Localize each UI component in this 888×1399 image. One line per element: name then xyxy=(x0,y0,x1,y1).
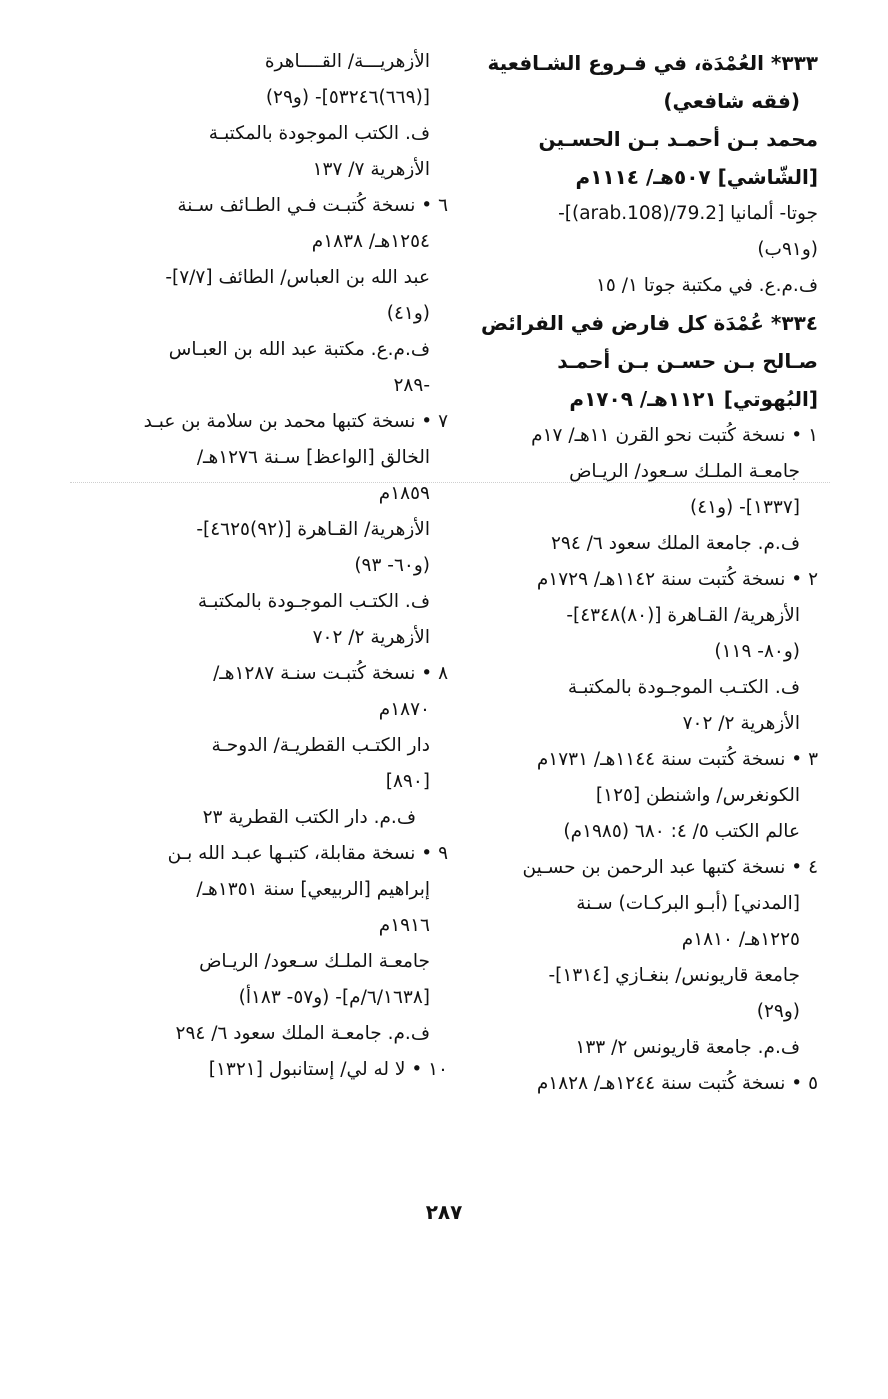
entry-line: الخالق [الواعظ] سـنة ١٢٧٦هـ/ xyxy=(196,447,430,468)
entry-line: دار الكتـب القطريـة/ الدوحـة xyxy=(211,735,430,756)
right-column xyxy=(458,44,818,1102)
entry-line: ف. الكتـب الموجـودة بالمكتبـة xyxy=(197,591,430,612)
entry-line: ٨ • نسخة كُتبـت سنـة ١٢٨٧هـ/ xyxy=(213,663,448,684)
entry-line: عبد الله بن العباس/ الطائف [٧/٧]- xyxy=(165,267,430,288)
entry-line: ١٢٢٥هـ/ ١٨١٠م xyxy=(681,929,800,950)
page-number: ٢٨٧ xyxy=(425,1200,463,1224)
entry-line: إبراهيم [الربيعي] سنة ١٣٥١هـ/ xyxy=(196,879,430,900)
entry-line: الأزهريـــة/ القــــاهرة xyxy=(264,51,430,72)
entry-line: ٧ • نسخة كتبها محمد بن سلامة بن عبـد xyxy=(143,411,448,432)
entry-line: [٦/١٦٣٨/م]- (و٥٧- ١٨٣أ) xyxy=(238,987,430,1008)
entry-heading: صـالح بـن حسـن بـن أحمـد xyxy=(557,349,818,373)
entry-line: جامعة قاريونس/ بنغـازي [١٣١٤]- xyxy=(548,965,800,986)
entry-line: ١٨٥٩م xyxy=(378,483,430,504)
entry-line: ف.م. جامعة الملك سعود ٦/ ٢٩٤ xyxy=(550,533,800,554)
entry-line: [١٣٣٧]- (و٤١) xyxy=(690,497,800,518)
entry-line: (و٤١) xyxy=(386,303,430,324)
entry-line: ١ • نسخة كُتبت نحو القرن ١١هـ/ ١٧م xyxy=(531,425,818,446)
entry-line: [٨٩٠] xyxy=(385,771,430,792)
entry-line: ٩ • نسخة مقابلة، كتبـها عبـد الله بـن xyxy=(167,843,448,864)
entry-line: ف.م. جامعة قاريونس ٢/ ١٣٣ xyxy=(575,1037,800,1058)
entry-heading: ٣٣٣* العُمْدَة، في فـروع الشـافعية xyxy=(487,51,818,75)
entry-line: جامعـة الملـك سـعود/ الريـاض xyxy=(569,461,800,482)
entry-line: ف.م.ع. مكتبة عبد الله بن العبـاس xyxy=(168,339,430,360)
entry-line: (و٨٠- ١١٩) xyxy=(714,641,800,662)
entry-line: ١٢٥٤هـ/ ١٨٣٨م xyxy=(311,231,430,252)
entry-line: (و٢٩) xyxy=(756,1001,800,1022)
entry-heading: (فقه شافعي) xyxy=(663,89,800,113)
entry-line: جوتا- ألمانيا [2.arab.108)/79)]- xyxy=(558,203,818,224)
entry-line: جامعـة الملـك سـعود/ الريـاض xyxy=(199,951,430,972)
entry-line: ف.م. دار الكتب القطرية ٢٣ xyxy=(202,807,416,828)
left-column xyxy=(118,44,448,1088)
entry-heading: [الشّاشي] ٥٠٧هـ/ ١١١٤م xyxy=(575,165,818,189)
entry-line: [المدني] (أبـو البركـات) سـنة xyxy=(576,893,800,914)
entry-line: -٢٨٩ xyxy=(393,375,430,396)
entry-line: الأزهرية ٢/ ٧٠٢ xyxy=(682,713,800,734)
entry-line: الأزهرية/ القـاهرة [(٩٢)٤٦٢٥]- xyxy=(196,519,430,540)
entry-line: ف.م.ع. في مكتبة جوتا ١/ ١٥ xyxy=(595,275,818,296)
entry-line: (و٦٠- ٩٣) xyxy=(354,555,430,576)
entry-line: عالم الكتب ٥/ ٤: ٦٨٠ (١٩٨٥م) xyxy=(563,821,800,842)
entry-line: [(٦٦٩)٥٣٢٤٦]- (و٢٩) xyxy=(265,87,430,108)
entry-line: الأزهرية/ القـاهرة [(٨٠)٤٣٤٨]- xyxy=(566,605,800,626)
entry-line: ١٨٧٠م xyxy=(378,699,430,720)
entry-line: ١٩١٦م xyxy=(378,915,430,936)
entry-line: ٣ • نسخة كُتبت سنة ١١٤٤هـ/ ١٧٣١م xyxy=(536,749,818,770)
entry-heading: [البُهوتي] ١١٢١هـ/ ١٧٠٩م xyxy=(569,387,818,411)
entry-line: ٥ • نسخة كُتبت سنة ١٢٤٤هـ/ ١٨٢٨م xyxy=(536,1073,818,1094)
entry-heading: ٣٣٤* عُمْدَة كل فارض في الفرائض xyxy=(480,311,818,335)
entry-line: ف. الكتب الموجودة بالمكتبـة xyxy=(208,123,430,144)
entry-line: ١٠ • لا له لي/ إستانبول [١٣٢١] xyxy=(208,1059,448,1080)
entry-line: ف.م. جامعـة الملك سعود ٦/ ٢٩٤ xyxy=(175,1023,430,1044)
entry-line: ٤ • نسخة كتبها عبد الرحمن بن حسـين xyxy=(522,857,818,878)
entry-line: (و٩١ب) xyxy=(757,239,818,260)
scan-artifact-line xyxy=(70,482,830,483)
entry-line: ٢ • نسخة كُتبت سنة ١١٤٢هـ/ ١٧٢٩م xyxy=(536,569,818,590)
entry-line: الأزهرية ٧/ ١٣٧ xyxy=(312,159,430,180)
entry-line: الأزهرية ٢/ ٧٠٢ xyxy=(312,627,430,648)
entry-line: الكونغرس/ واشنطن [١٢٥] xyxy=(595,785,800,806)
entry-line: ٦ • نسخة كُتبـت فـي الطـائف سـنة xyxy=(177,195,448,216)
entry-heading: محمد بـن أحمـد بـن الحسـين xyxy=(538,127,818,151)
entry-line: ف. الكتـب الموجـودة بالمكتبـة xyxy=(567,677,800,698)
